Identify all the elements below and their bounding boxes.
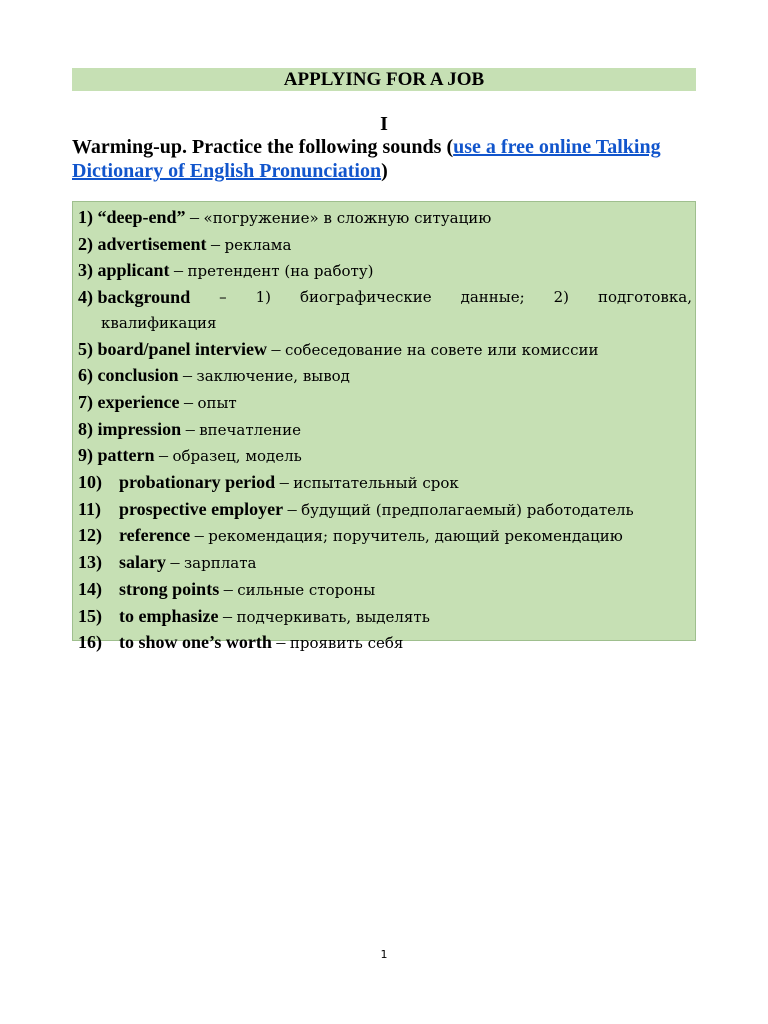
vocabulary-term: probationary period bbox=[119, 472, 276, 493]
vocabulary-translation: собеседование на совете или комиссии bbox=[285, 340, 599, 359]
warming-up-paragraph bbox=[72, 135, 696, 183]
vocabulary-item bbox=[78, 258, 692, 285]
vocabulary-translation: претендент (на работу) bbox=[187, 262, 374, 281]
vocabulary-term: “deep-end” bbox=[97, 207, 186, 227]
vocabulary-translation-continued: квалификация bbox=[101, 313, 217, 332]
vocabulary-term: to show one’s worth bbox=[119, 632, 272, 653]
vocabulary-item bbox=[78, 577, 692, 604]
vocabulary-item bbox=[78, 337, 692, 364]
dash-separator: – bbox=[219, 578, 238, 599]
document-title: APPLYING FOR A JOB bbox=[72, 68, 696, 91]
vocabulary-box bbox=[72, 201, 696, 653]
vocabulary-item bbox=[78, 523, 692, 550]
vocabulary-term: pattern bbox=[97, 445, 155, 466]
item-number: 12) bbox=[78, 525, 102, 546]
vocabulary-item bbox=[78, 443, 692, 470]
dash-separator: – bbox=[166, 552, 184, 573]
intro-suffix: ) bbox=[381, 160, 388, 182]
vocabulary-translation: впечатление bbox=[199, 420, 301, 439]
vocabulary-translation: рекомендация; поручитель, дающий рекомендацию bbox=[208, 527, 623, 546]
pronunciation-dictionary-link[interactable]: use a free online Talking Dictionary of English Pronunciation bbox=[72, 136, 661, 182]
vocabulary-item bbox=[78, 232, 692, 259]
vocabulary-term: board/panel interview bbox=[97, 338, 267, 359]
dash-separator: – bbox=[271, 632, 290, 653]
item-number: 5) bbox=[78, 338, 93, 359]
vocabulary-translation: зарплата bbox=[184, 554, 257, 573]
vocabulary-translation: образец, модель bbox=[172, 447, 302, 466]
vocabulary-translation: подчеркивать, выделять bbox=[236, 607, 430, 626]
vocabulary-term: background bbox=[97, 287, 191, 308]
section-number: I bbox=[380, 113, 388, 135]
vocabulary-item bbox=[78, 417, 692, 444]
vocabulary-translation: «погружение» в сложную ситуацию bbox=[203, 209, 492, 227]
dash-separator: – bbox=[206, 233, 225, 254]
vocabulary-term: advertisement bbox=[97, 233, 207, 254]
vocabulary-term: prospective employer bbox=[119, 498, 284, 519]
vocabulary-item bbox=[78, 205, 692, 232]
vocabulary-translation: реклама bbox=[224, 235, 292, 254]
item-number: 6) bbox=[78, 365, 93, 386]
vocabulary-translation: опыт bbox=[197, 393, 237, 412]
vocabulary-item bbox=[78, 390, 692, 417]
item-number: 14) bbox=[78, 578, 102, 599]
vocabulary-item-line: 4) background – 1) биографические данные; 2) подготовка, bbox=[78, 285, 692, 311]
page-number: 1 bbox=[380, 948, 388, 961]
dash-separator: – bbox=[267, 338, 285, 359]
dash-separator: – bbox=[169, 260, 188, 281]
item-number: 9) bbox=[78, 445, 93, 466]
intro-prefix: Warming-up. Practice the following sounds ( bbox=[72, 136, 454, 158]
vocabulary-term: reference bbox=[119, 525, 191, 546]
vocabulary-term: to emphasize bbox=[119, 605, 219, 626]
item-number: 4) bbox=[78, 287, 93, 308]
vocabulary-term: salary bbox=[119, 552, 166, 573]
vocabulary-item bbox=[78, 630, 692, 657]
vocabulary-translation: будущий (предполагаемый) работодатель bbox=[301, 500, 634, 519]
vocabulary-term: experience bbox=[97, 391, 180, 412]
dash-separator: – bbox=[178, 365, 197, 386]
item-number: 8) bbox=[78, 418, 93, 439]
item-number: 3) bbox=[78, 260, 93, 281]
vocabulary-term: applicant bbox=[97, 260, 170, 281]
item-number: 15) bbox=[78, 605, 102, 626]
dash-separator: – bbox=[179, 391, 198, 412]
vocabulary-translation: сильные стороны bbox=[237, 580, 376, 599]
vocabulary-item bbox=[78, 363, 692, 390]
item-number: 11) bbox=[78, 498, 102, 519]
dash-separator: – bbox=[181, 418, 200, 439]
item-number: 13) bbox=[78, 552, 102, 573]
dash-separator: – bbox=[190, 525, 209, 546]
dash-separator: – bbox=[283, 498, 302, 519]
vocabulary-list bbox=[78, 205, 692, 657]
vocabulary-item bbox=[78, 550, 692, 577]
item-number: 2) bbox=[78, 233, 93, 254]
vocabulary-item bbox=[78, 604, 692, 631]
item-number: 10) bbox=[78, 472, 102, 493]
vocabulary-translation: заключение, вывод bbox=[196, 367, 350, 386]
vocabulary-translation: проявить себя bbox=[289, 634, 404, 653]
item-number: 16) bbox=[78, 632, 102, 653]
dash-separator: – bbox=[154, 445, 173, 466]
vocabulary-item bbox=[78, 285, 692, 336]
vocabulary-term: conclusion bbox=[97, 365, 179, 386]
vocabulary-term: strong points bbox=[119, 578, 220, 599]
vocabulary-item bbox=[78, 470, 692, 497]
vocabulary-term: impression bbox=[97, 418, 182, 439]
vocabulary-item bbox=[78, 497, 692, 524]
dash-separator: – bbox=[275, 472, 294, 493]
dash-separator: – bbox=[185, 207, 204, 227]
item-number: 1) bbox=[78, 207, 93, 227]
dash-separator: – bbox=[218, 605, 237, 626]
item-number: 7) bbox=[78, 391, 93, 412]
vocabulary-translation: испытательный срок bbox=[293, 474, 459, 493]
